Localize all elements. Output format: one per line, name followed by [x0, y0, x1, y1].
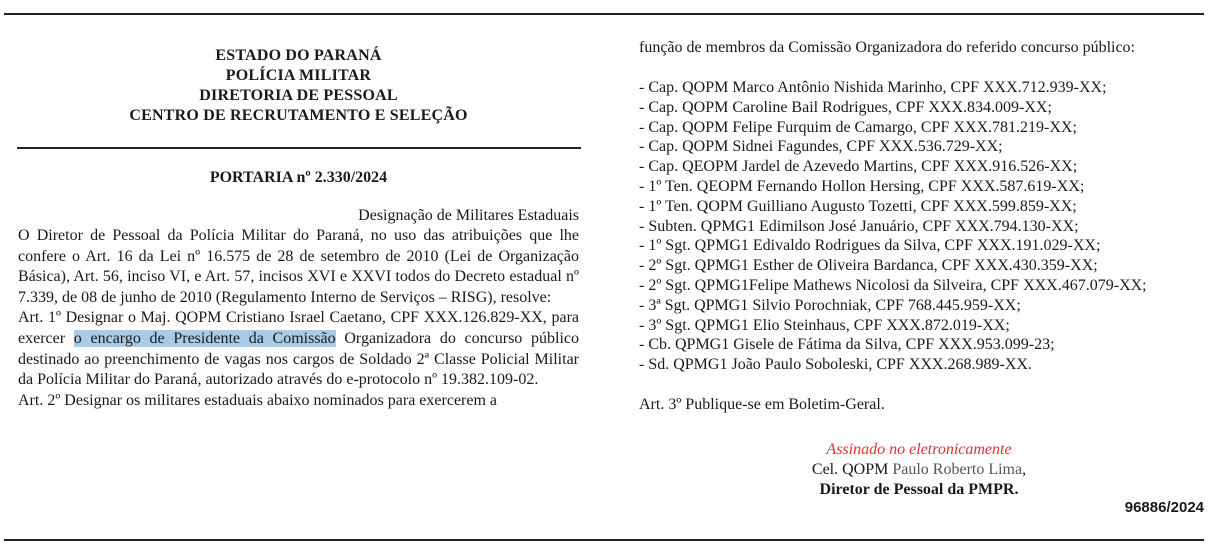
list-item: - Subten. QPMG1 Edimilson José Januário, CPF XXX.794.130-XX; [639, 217, 1079, 235]
list-item: - Sd. QPMG1 João Paulo Soboleski, CPF XXX.268.989-XX. [639, 356, 1032, 374]
signature-block [639, 440, 1199, 500]
list-item: - Cap. QOPM Caroline Bail Rodrigues, CPF XXX.834.009-XX; [639, 98, 1052, 116]
members-list [639, 78, 1204, 375]
article-1-paragraph [18, 308, 579, 390]
list-item: - 3º Sgt. QPMG1 Elio Steinhaus, CPF XXX.872.019-XX; [639, 316, 1010, 334]
article-1-text-end: Organizadora do concurso público destinado ao preenchimento de vagas nos cargos de Soldado 2ª Classe Policial Militar da Polícia Militar do Paraná, autorizado através do e-protocolo nº 19.382.109-02. [18, 329, 580, 389]
signatory-name [639, 460, 1199, 480]
article-2-paragraph: Art. 2º Designar os militares estaduais abaixo nominados para exercerem a [18, 391, 498, 409]
highlighted-selection[interactable]: o encargo de Presidente da Comissão [73, 329, 336, 347]
article-2-continuation: função de membros da Comissão Organizadora do referido concurso público: [639, 39, 1135, 56]
signatory-name-suffix: , [1022, 461, 1027, 478]
article-3-paragraph: Art. 3º Publique-se em Boletim-Geral. [639, 395, 885, 413]
document-header [18, 46, 579, 126]
bottom-rule [4, 539, 1204, 541]
portaria-title: PORTARIA nº 2.330/2024 [209, 169, 388, 186]
list-item: - Cap. QOPM Sidnei Fagundes, CPF XXX.536.729-XX; [639, 138, 1003, 156]
list-item: - Cb. QPMG1 Gisele de Fátima da Silva, CPF XXX.953.099-23; [639, 336, 1055, 354]
list-item: - Cap. QEOPM Jardel de Azevedo Martins, CPF XXX.916.526-XX; [639, 158, 1078, 176]
header-divider [17, 147, 581, 149]
header-state: ESTADO DO PARANÁ [215, 47, 382, 64]
header-center: CENTRO DE RECRUTAMENTO E SELEÇÃO [129, 107, 468, 124]
signatory-full-name: Paulo Roberto Lima [892, 461, 1023, 478]
article-1-text-start: Art. 1º Designar o Maj. QOPM Cristiano Israel Caetano, CPF XXX.126.829-XX, para exercer [18, 309, 579, 347]
left-column [18, 46, 579, 411]
preamble-paragraph: O Diretor de Pessoal da Polícia Militar do Paraná, no uso das atribuições que lhe confere o Art. 16 da Lei nº 16.575 de 28 de setembro de 2010 (Lei de Organização Básica), Art. 56, inciso VI, e Art. 57, incisos XVI e XXVI todos do Decreto estadual nº 7.339, de 08 de junho de 2010 (Regulamento Interno de Serviços – RISG), resolve: [18, 227, 579, 306]
header-directorate: DIRETORIA DE PESSOAL [199, 87, 398, 104]
list-item: - Cap. QOPM Felipe Furquim de Camargo, CPF XXX.781.219-XX; [639, 118, 1077, 136]
header-police: POLÍCIA MILITAR [225, 67, 372, 84]
signatory-role: Diretor de Pessoal da PMPR. [819, 481, 1019, 498]
portaria-subject: Designação de Militares Estaduais [358, 207, 579, 224]
document-number: 96886/2024 [1124, 499, 1204, 516]
list-item: - Cap. QOPM Marco Antônio Nishida Marinho, CPF XXX.712.939-XX; [639, 79, 1107, 96]
list-item: - 1º Ten. QEOPM Fernando Hollon Hersing, CPF XXX.587.619-XX; [639, 177, 1085, 195]
signatory-rank: Cel. QOPM [811, 461, 893, 478]
top-rule [4, 13, 1204, 15]
list-item: - 1º Sgt. QPMG1 Edivaldo Rodrigues da Silva, CPF XXX.191.029-XX; [639, 237, 1101, 255]
list-item: - 2º Sgt. QPMG1 Esther de Oliveira Bardanca, CPF XXX.430.359-XX; [639, 257, 1098, 275]
right-column [639, 38, 1204, 415]
list-item: - 1º Ten. QOPM Guilliano Augusto Tozetti, CPF XXX.599.859-XX; [639, 197, 1077, 215]
electronic-signature-note: Assinado no eletronicamente [826, 441, 1012, 458]
list-item: - 2º Sgt. QPMG1Felipe Mathews Nicolosi da Silveira, CPF XXX.467.079-XX; [639, 276, 1147, 294]
list-item: - 3ª Sgt. QPMG1 Silvio Porochniak, CPF 768.445.959-XX; [639, 296, 1021, 314]
